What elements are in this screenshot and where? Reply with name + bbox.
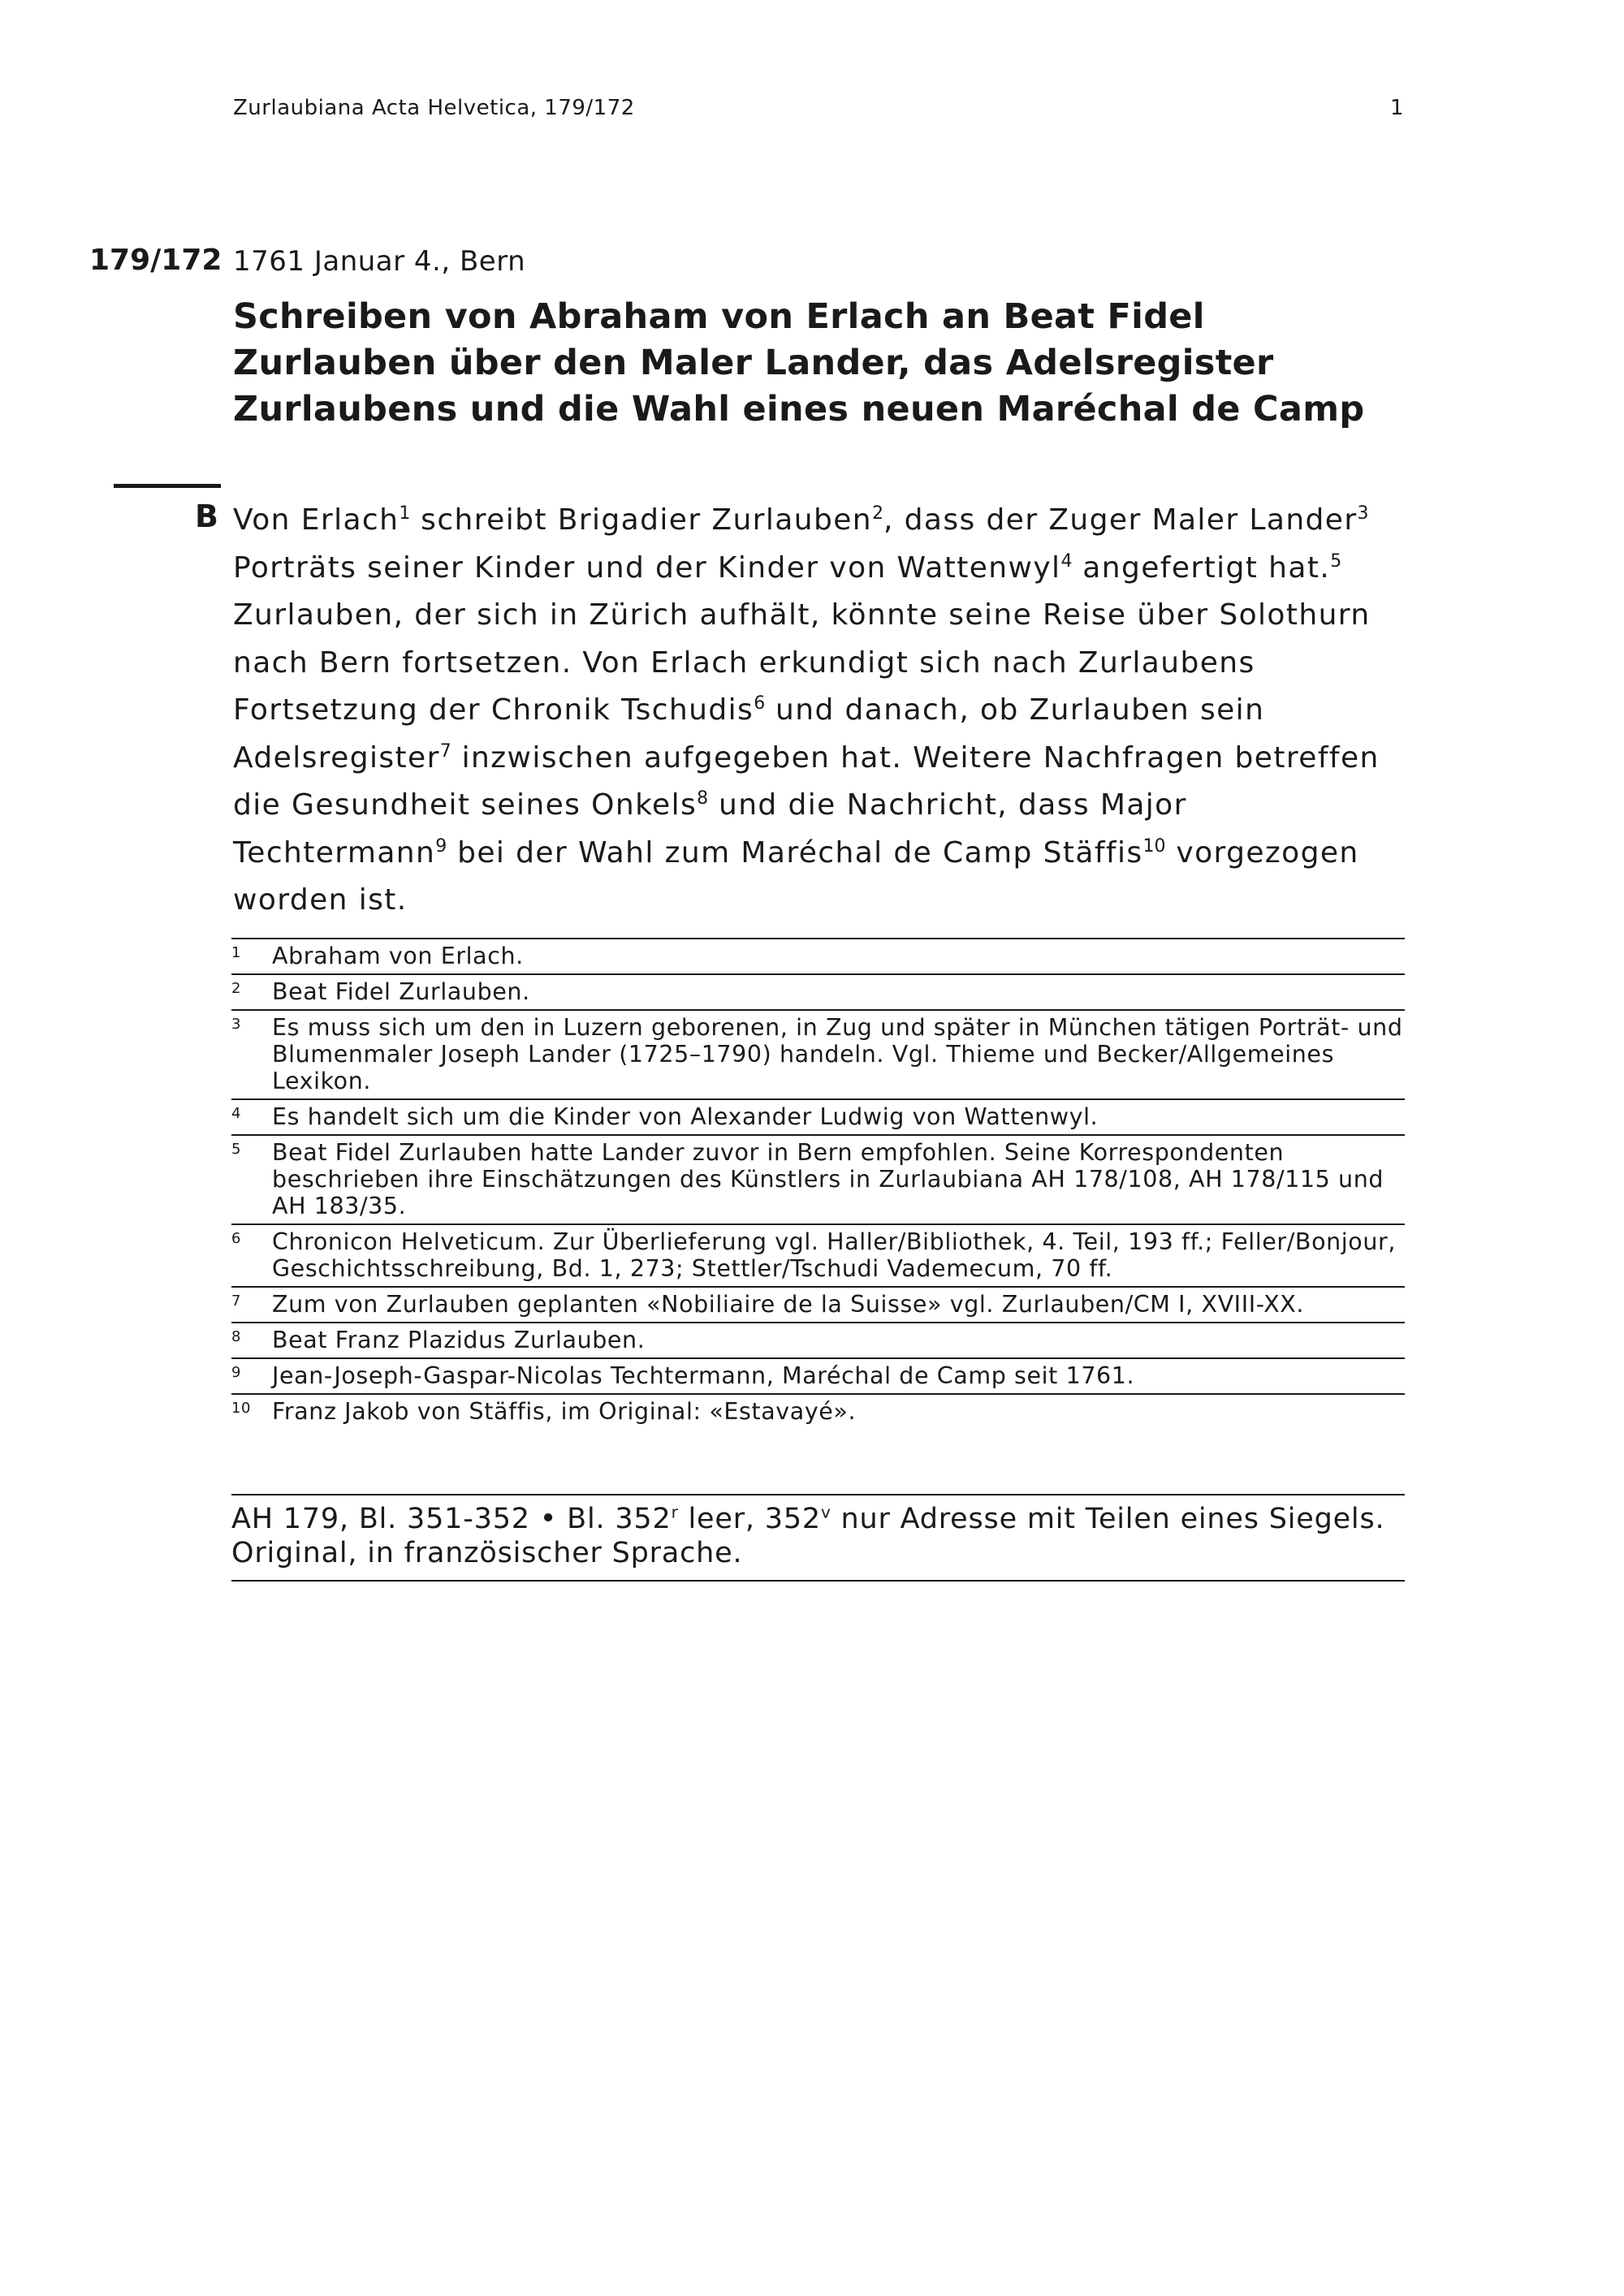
footnote-ref: 8: [697, 788, 709, 809]
footnote-ref: 3: [1357, 503, 1369, 524]
footnote-row: [231, 1358, 1405, 1394]
footnote-row: [231, 1287, 1405, 1323]
summary-segment: inzwischen aufgegeben hat. Weitere Nachfragen betreffen die Gesundheit seines Onkels: [233, 740, 1380, 822]
footnote-ref: 6: [754, 693, 766, 714]
footnote-number: 7: [231, 1287, 272, 1323]
footnote-number: 6: [231, 1224, 272, 1287]
footnote-text: Jean-Joseph-Gaspar-Nicolas Techtermann, Maréchal de Camp seit 1761.: [272, 1358, 1405, 1394]
footnote-text: Franz Jakob von Stäffis, im Original: «Estavayé».: [272, 1394, 1405, 1429]
footnote-number: 8: [231, 1323, 272, 1358]
summary-segment: bei der Wahl zum Maréchal de Camp Stäffis: [447, 835, 1143, 870]
summary-segment: Von Erlach: [233, 503, 400, 537]
footnote-row: [231, 1010, 1405, 1099]
footnote-row: [231, 974, 1405, 1010]
summary-segment: angefertigt hat.: [1072, 550, 1331, 585]
summary-segment: Porträts seiner Kinder und der Kinder von Wattenwyl: [233, 550, 1061, 585]
footnote-text: Abraham von Erlach.: [272, 939, 1405, 974]
footnote-ref: 5: [1330, 550, 1342, 572]
summary-segment: und die Nachricht, dass Major Techtermann: [233, 788, 1187, 870]
recto-mark: r: [671, 1502, 679, 1522]
footnote-ref: 2: [871, 503, 883, 524]
document-number: 179/172: [89, 244, 222, 277]
footnote-ref: 1: [399, 503, 411, 524]
footnote-ref: 9: [435, 835, 447, 857]
document-title: Schreiben von Abraham von Erlach an Beat Fidel Zurlauben über den Maler Lander, das Adelsregister Zurlaubens und die Wahl eines neuen Maréchal de Camp: [233, 296, 1365, 429]
footnote-number: 10: [231, 1394, 272, 1429]
section-marker: B: [195, 498, 218, 534]
source-text: AH 179, Bl. 351-352 • Bl. 352: [231, 1503, 672, 1535]
source-text: nur Adresse mit Teilen eines Siegels.: [831, 1503, 1385, 1535]
footnote-row: [231, 939, 1405, 974]
document-date-place: 1761 Januar 4., Bern: [233, 245, 526, 278]
footnote-text: Es muss sich um den in Luzern geborenen, in Zug und später in München tätigen Porträt- und Blumenmaler Joseph Lander (1725–1790) handeln. Vgl. Thieme und Becker/Allgemeines Lexikon.: [272, 1010, 1405, 1099]
footnote-text: Chronicon Helveticum. Zur Überlieferung vgl. Haller/Bibliothek, 4. Teil, 193 ff.; Feller/Bonjour, Geschichtsschreibung, Bd. 1, 273; Stettler/Tschudi Vademecum, 70 ff.: [272, 1224, 1405, 1287]
summary-segment: , dass der Zuger Maler Lander: [883, 503, 1358, 537]
summary-segment: und danach, ob Zurlauben sein Adelsregister: [233, 693, 1265, 775]
footnote-row: [231, 1135, 1405, 1224]
running-title: Zurlaubiana Acta Helvetica, 179/172: [233, 96, 635, 120]
footnote-text: Zum von Zurlauben geplanten «Nobiliaire de la Suisse» vgl. Zurlauben/CM I, XVIII-XX.: [272, 1287, 1405, 1323]
footnote-ref: 4: [1060, 550, 1073, 572]
section-rule: [114, 484, 221, 488]
source-text: leer, 352: [678, 1503, 821, 1535]
footnote-number: 5: [231, 1135, 272, 1224]
source-line-1: [231, 1502, 1405, 1536]
footnote-ref: 10: [1142, 835, 1166, 857]
footnote-number: 1: [231, 939, 272, 974]
source-line-2: Original, in französischer Sprache.: [231, 1537, 743, 1569]
footnote-number: 3: [231, 1010, 272, 1099]
footnote-text: Beat Fidel Zurlauben hatte Lander zuvor in Bern empfohlen. Seine Korrespondenten beschrieben ihre Einschätzungen des Künstlers in Zurlaubiana AH 178/108, AH 178/115 und AH 183/35.: [272, 1135, 1405, 1224]
footnote-number: 9: [231, 1358, 272, 1394]
footnote-row: [231, 1394, 1405, 1429]
footnote-text: Es handelt sich um die Kinder von Alexander Ludwig von Wattenwyl.: [272, 1099, 1405, 1135]
footnote-text: Beat Fidel Zurlauben.: [272, 974, 1405, 1010]
footnote-row: [231, 1099, 1405, 1135]
footnote-ref: 7: [439, 740, 451, 762]
summary-segment: vorgezogen worden ist.: [233, 835, 1359, 917]
footnote-row: [231, 1224, 1405, 1287]
footnote-number: 4: [231, 1099, 272, 1135]
footnote-text: Beat Franz Plazidus Zurlauben.: [272, 1323, 1405, 1358]
summary-segment: Zurlauben, der sich in Zürich aufhält, könnte seine Reise über Solothurn nach Bern fortsetzen. Von Erlach erkundigt sich nach Zurlaubens Fortsetzung der Chronik Tschudis: [233, 598, 1371, 727]
summary-text: [233, 497, 1402, 925]
summary-segment: schreibt Brigadier Zurlauben: [410, 503, 872, 537]
verso-mark: v: [820, 1502, 831, 1522]
page-number: 1: [1390, 96, 1404, 120]
footnote-number: 2: [231, 974, 272, 1010]
footnotes-table: [231, 938, 1405, 1429]
footnote-row: [231, 1323, 1405, 1358]
source-note: [231, 1494, 1405, 1582]
